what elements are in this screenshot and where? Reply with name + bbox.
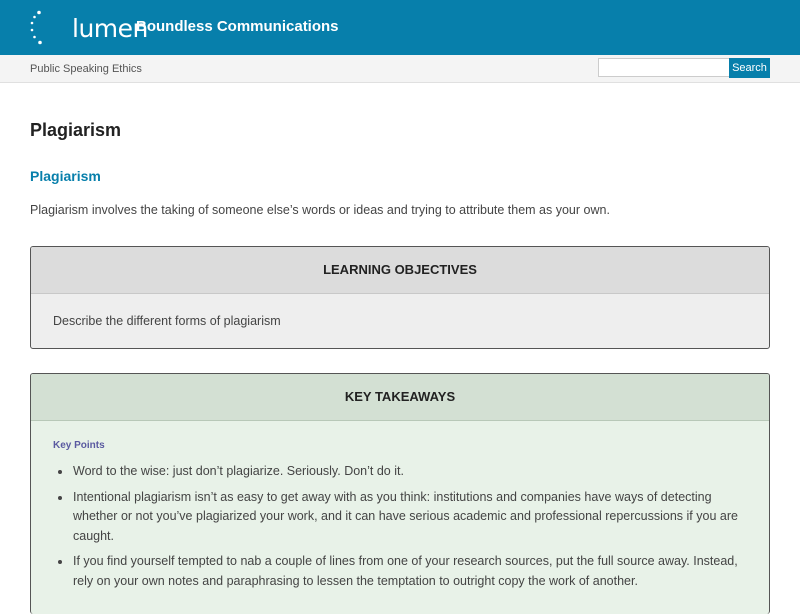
key-point-item: • If you find yourself tempted to nab a couple of lines from one of your research sources, put the full source away. Instead, rely on your own notes and paraphrasing to lessen the temptation to outright copy the work of another. — [72, 552, 752, 591]
lumen-logo-mark-icon — [30, 10, 46, 46]
section-heading: Plagiarism — [30, 168, 101, 184]
key-points-label: Key Points — [53, 440, 105, 451]
key-takeaways-box — [30, 373, 770, 614]
top-navbar — [0, 0, 800, 55]
learning-objectives-heading: LEARNING OBJECTIVES — [31, 247, 769, 294]
key-point-item: • Intentional plagiarism isn’t as easy to get away with as you think: institutions and companies have ways of detecting whether or not you’ve plagiarized your work, and it can have serious academic and professional repercussions if you are caught. — [72, 488, 752, 547]
key-point-item: • Word to the wise: just don’t plagiarize. Seriously. Don’t do it. — [72, 462, 752, 482]
site-title[interactable]: Boundless Communications — [136, 18, 339, 35]
learning-objective-item: Describe the different forms of plagiarism — [53, 314, 281, 328]
sub-navbar — [0, 55, 800, 83]
intro-paragraph: Plagiarism involves the taking of someone else’s words or ideas and trying to attribute them as your own. — [30, 203, 610, 217]
key-points-list — [53, 462, 752, 597]
breadcrumb[interactable]: Public Speaking Ethics — [30, 63, 142, 75]
lumen-logo[interactable] — [30, 10, 148, 46]
search-input[interactable] — [598, 58, 730, 77]
learning-objectives-box — [30, 246, 770, 349]
key-takeaways-heading: KEY TAKEAWAYS — [31, 374, 769, 421]
page-title: Plagiarism — [30, 120, 122, 140]
search-button[interactable]: Search — [729, 58, 770, 78]
logo-text: lumen — [72, 14, 148, 43]
